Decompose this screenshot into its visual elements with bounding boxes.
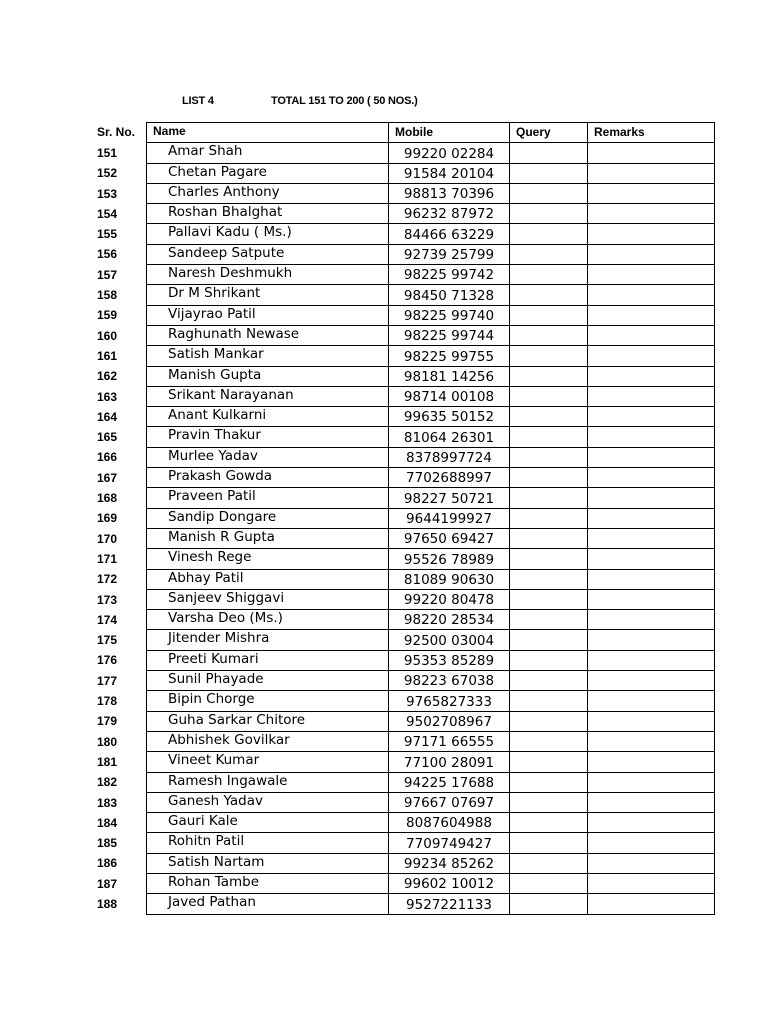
name-cell: Vijayrao Patil [147,305,389,325]
table-row [147,285,715,305]
mobile-cell: 91584 20104 [389,163,510,183]
mobile-cell: 7709749427 [389,833,510,853]
remarks-cell [588,549,715,569]
name-cell: Naresh Deshmukh [147,265,389,285]
query-cell [510,894,588,914]
query-cell [510,549,588,569]
sr-no-cell: 160 [97,328,118,343]
remarks-cell [588,792,715,812]
table-row [147,711,715,731]
query-cell [510,305,588,325]
sr-no-cell: 180 [97,734,118,749]
table-row [147,813,715,833]
table-row [147,468,715,488]
mobile-cell: 9644199927 [389,508,510,528]
sr-no-cell: 167 [97,470,118,485]
table-row [147,386,715,406]
name-cell: Sandip Dongare [147,508,389,528]
mobile-cell: 94225 17688 [389,772,510,792]
contact-table [146,122,715,915]
table-row [147,447,715,467]
remarks-cell [588,873,715,893]
remarks-cell [588,244,715,264]
table-body [147,143,715,914]
mobile-cell: 98225 99740 [389,305,510,325]
query-cell [510,325,588,345]
sr-no-cell: 158 [97,288,118,303]
remarks-cell [588,163,715,183]
remarks-cell [588,528,715,548]
name-cell: Manish R Gupta [147,528,389,548]
query-cell [510,163,588,183]
list-label: LIST 4 [182,95,214,107]
mobile-cell: 81064 26301 [389,427,510,447]
name-cell: Vineet Kumar [147,752,389,772]
sr-no-cell: 176 [97,653,118,668]
name-cell: Guha Sarkar Chitore [147,711,389,731]
query-cell [510,488,588,508]
table-row [147,488,715,508]
query-cell [510,468,588,488]
mobile-cell: 92500 03004 [389,630,510,650]
query-cell [510,853,588,873]
sr-no-cell: 152 [97,166,118,181]
sr-no-cell: 174 [97,612,118,627]
name-cell: Abhishek Govilkar [147,731,389,751]
name-cell: Gauri Kale [147,813,389,833]
name-cell: Dr M Shrikant [147,285,389,305]
sr-no-cell: 154 [97,206,118,221]
query-cell [510,650,588,670]
sr-no-cell: 151 [97,146,118,160]
name-cell: Satish Nartam [147,853,389,873]
query-cell [510,731,588,751]
sr-no-cell: 188 [97,896,118,911]
remarks-cell [588,305,715,325]
table-row [147,183,715,203]
mobile-cell: 92739 25799 [389,244,510,264]
sr-no-cell: 173 [97,592,118,607]
mobile-cell: 9502708967 [389,711,510,731]
remarks-cell [588,183,715,203]
remarks-cell [588,143,715,163]
name-cell: Murlee Yadav [147,447,389,467]
query-cell [510,508,588,528]
name-cell: Prakash Gowda [147,468,389,488]
query-cell [510,813,588,833]
table-header-row [147,123,715,143]
table-row [147,244,715,264]
remarks-cell [588,366,715,386]
mobile-cell: 95526 78989 [389,549,510,569]
table-row [147,752,715,772]
table-row [147,528,715,548]
remarks-cell [588,265,715,285]
query-cell [510,691,588,711]
sr-no-cell: 182 [97,775,118,790]
mobile-cell: 97667 07697 [389,792,510,812]
name-column-header: Name [147,123,389,143]
remarks-cell [588,386,715,406]
mobile-cell: 98181 14256 [389,366,510,386]
table-row [147,731,715,751]
table-row [147,549,715,569]
table-row [147,569,715,589]
table-row [147,650,715,670]
table-row [147,224,715,244]
query-cell [510,792,588,812]
sr-no-cell: 162 [97,369,118,384]
mobile-cell: 98450 71328 [389,285,510,305]
mobile-cell: 81089 90630 [389,569,510,589]
table-row [147,427,715,447]
query-cell [510,752,588,772]
query-cell [510,630,588,650]
name-cell: Sandeep Satpute [147,244,389,264]
sr-no-cell: 178 [97,694,118,709]
sr-no-cell: 187 [97,876,118,891]
table-row [147,265,715,285]
mobile-cell: 97650 69427 [389,528,510,548]
query-cell [510,285,588,305]
name-cell: Rohan Tambe [147,873,389,893]
mobile-cell: 84466 63229 [389,224,510,244]
name-cell: Javed Pathan [147,894,389,914]
table-row [147,163,715,183]
remarks-cell [588,224,715,244]
remarks-cell [588,853,715,873]
remarks-cell [588,711,715,731]
mobile-cell: 98225 99742 [389,265,510,285]
query-cell [510,224,588,244]
remarks-cell [588,650,715,670]
mobile-cell: 95353 85289 [389,650,510,670]
query-cell [510,610,588,630]
name-cell: Praveen Patil [147,488,389,508]
mobile-cell: 98714 00108 [389,386,510,406]
mobile-cell: 98813 70396 [389,183,510,203]
table-row [147,671,715,691]
table-row [147,325,715,345]
mobile-cell: 99220 02284 [389,143,510,163]
query-cell [510,447,588,467]
sr-no-cell: 171 [97,551,118,566]
table-row [147,894,715,914]
remarks-cell [588,813,715,833]
remarks-cell [588,833,715,853]
query-cell [510,833,588,853]
sr-no-cell: 155 [97,227,118,242]
query-cell [510,772,588,792]
mobile-cell: 99635 50152 [389,407,510,427]
table-row [147,143,715,163]
table-row [147,204,715,224]
sr-no-cell: 165 [97,430,118,445]
name-cell: Amar Shah [147,143,389,163]
mobile-cell: 77100 28091 [389,752,510,772]
sr-no-cell: 172 [97,572,118,587]
mobile-cell: 99220 80478 [389,589,510,609]
sr-no-cell: 164 [97,409,118,424]
remarks-cell [588,508,715,528]
table-row [147,366,715,386]
query-cell [510,366,588,386]
remarks-cell [588,447,715,467]
table-row [147,589,715,609]
name-cell: Varsha Deo (Ms.) [147,610,389,630]
remarks-cell [588,468,715,488]
remarks-cell [588,671,715,691]
remarks-cell [588,427,715,447]
query-cell [510,528,588,548]
total-label: TOTAL 151 TO 200 ( 50 NOS.) [271,95,418,107]
name-cell: Roshan Bhalghat [147,204,389,224]
name-cell: Vinesh Rege [147,549,389,569]
name-cell: Charles Anthony [147,183,389,203]
name-cell: Ramesh Ingawale [147,772,389,792]
name-cell: Ganesh Yadav [147,792,389,812]
remarks-cell [588,488,715,508]
name-cell: Raghunath Newase [147,325,389,345]
mobile-cell: 9765827333 [389,691,510,711]
table-row [147,853,715,873]
remarks-cell [588,589,715,609]
table-row [147,508,715,528]
mobile-cell: 98225 99755 [389,346,510,366]
table-row [147,630,715,650]
remarks-cell [588,407,715,427]
name-cell: Pravin Thakur [147,427,389,447]
query-column-header: Query [510,123,588,143]
sr-no-cell: 161 [97,348,118,363]
sr-no-cell: 175 [97,633,118,648]
remarks-cell [588,772,715,792]
sr-no-column [97,142,117,913]
name-cell: Pallavi Kadu ( Ms.) [147,224,389,244]
mobile-cell: 8378997724 [389,447,510,467]
mobile-cell: 98220 28534 [389,610,510,630]
sr-no-cell: 179 [97,714,118,729]
remarks-cell [588,204,715,224]
query-cell [510,265,588,285]
mobile-cell: 98223 67038 [389,671,510,691]
remarks-cell [588,630,715,650]
sr-no-cell: 163 [97,389,118,404]
name-cell: Jitender Mishra [147,630,389,650]
query-cell [510,183,588,203]
mobile-cell: 99234 85262 [389,853,510,873]
mobile-cell: 97171 66555 [389,731,510,751]
table-row [147,833,715,853]
remarks-cell [588,731,715,751]
query-cell [510,873,588,893]
table-row [147,305,715,325]
sr-no-cell: 169 [97,511,118,526]
name-cell: Bipin Chorge [147,691,389,711]
query-cell [510,204,588,224]
mobile-cell: 98227 50721 [389,488,510,508]
query-cell [510,569,588,589]
table-row [147,873,715,893]
sr-no-cell: 177 [97,673,118,688]
table-row [147,610,715,630]
query-cell [510,589,588,609]
sr-no-cell: 184 [97,815,118,830]
remarks-cell [588,894,715,914]
sr-no-cell: 166 [97,450,118,465]
name-cell: Srikant Narayanan [147,386,389,406]
sr-no-header: Sr. No. [97,125,136,139]
sr-no-cell: 185 [97,836,118,851]
query-cell [510,143,588,163]
remarks-column-header: Remarks [588,123,715,143]
remarks-cell [588,752,715,772]
query-cell [510,386,588,406]
remarks-cell [588,691,715,711]
name-cell: Abhay Patil [147,569,389,589]
remarks-cell [588,285,715,305]
remarks-cell [588,610,715,630]
sr-no-cell: 183 [97,795,118,810]
mobile-cell: 98225 99744 [389,325,510,345]
mobile-cell: 96232 87972 [389,204,510,224]
query-cell [510,711,588,731]
sr-no-cell: 156 [97,247,118,262]
table-row [147,691,715,711]
name-cell: Sanjeev Shiggavi [147,589,389,609]
sr-no-cell: 159 [97,308,118,323]
remarks-cell [588,569,715,589]
query-cell [510,671,588,691]
mobile-cell: 9527221133 [389,894,510,914]
sr-no-cell: 181 [97,754,118,769]
name-cell: Preeti Kumari [147,650,389,670]
table-row [147,407,715,427]
query-cell [510,244,588,264]
table-row [147,772,715,792]
query-cell [510,346,588,366]
name-cell: Chetan Pagare [147,163,389,183]
remarks-cell [588,346,715,366]
remarks-cell [588,325,715,345]
name-cell: Satish Mankar [147,346,389,366]
name-cell: Anant Kulkarni [147,407,389,427]
mobile-cell: 7702688997 [389,468,510,488]
sr-no-cell: 157 [97,267,118,282]
table-row [147,792,715,812]
name-cell: Sunil Phayade [147,671,389,691]
name-cell: Rohitn Patil [147,833,389,853]
mobile-column-header: Mobile [389,123,510,143]
query-cell [510,407,588,427]
name-cell: Manish Gupta [147,366,389,386]
query-cell [510,427,588,447]
table-row [147,346,715,366]
sr-no-cell: 153 [97,186,118,201]
sr-no-cell: 186 [97,856,118,871]
mobile-cell: 99602 10012 [389,873,510,893]
sr-no-cell: 170 [97,531,118,546]
sr-no-cell: 168 [97,491,118,506]
mobile-cell: 8087604988 [389,813,510,833]
